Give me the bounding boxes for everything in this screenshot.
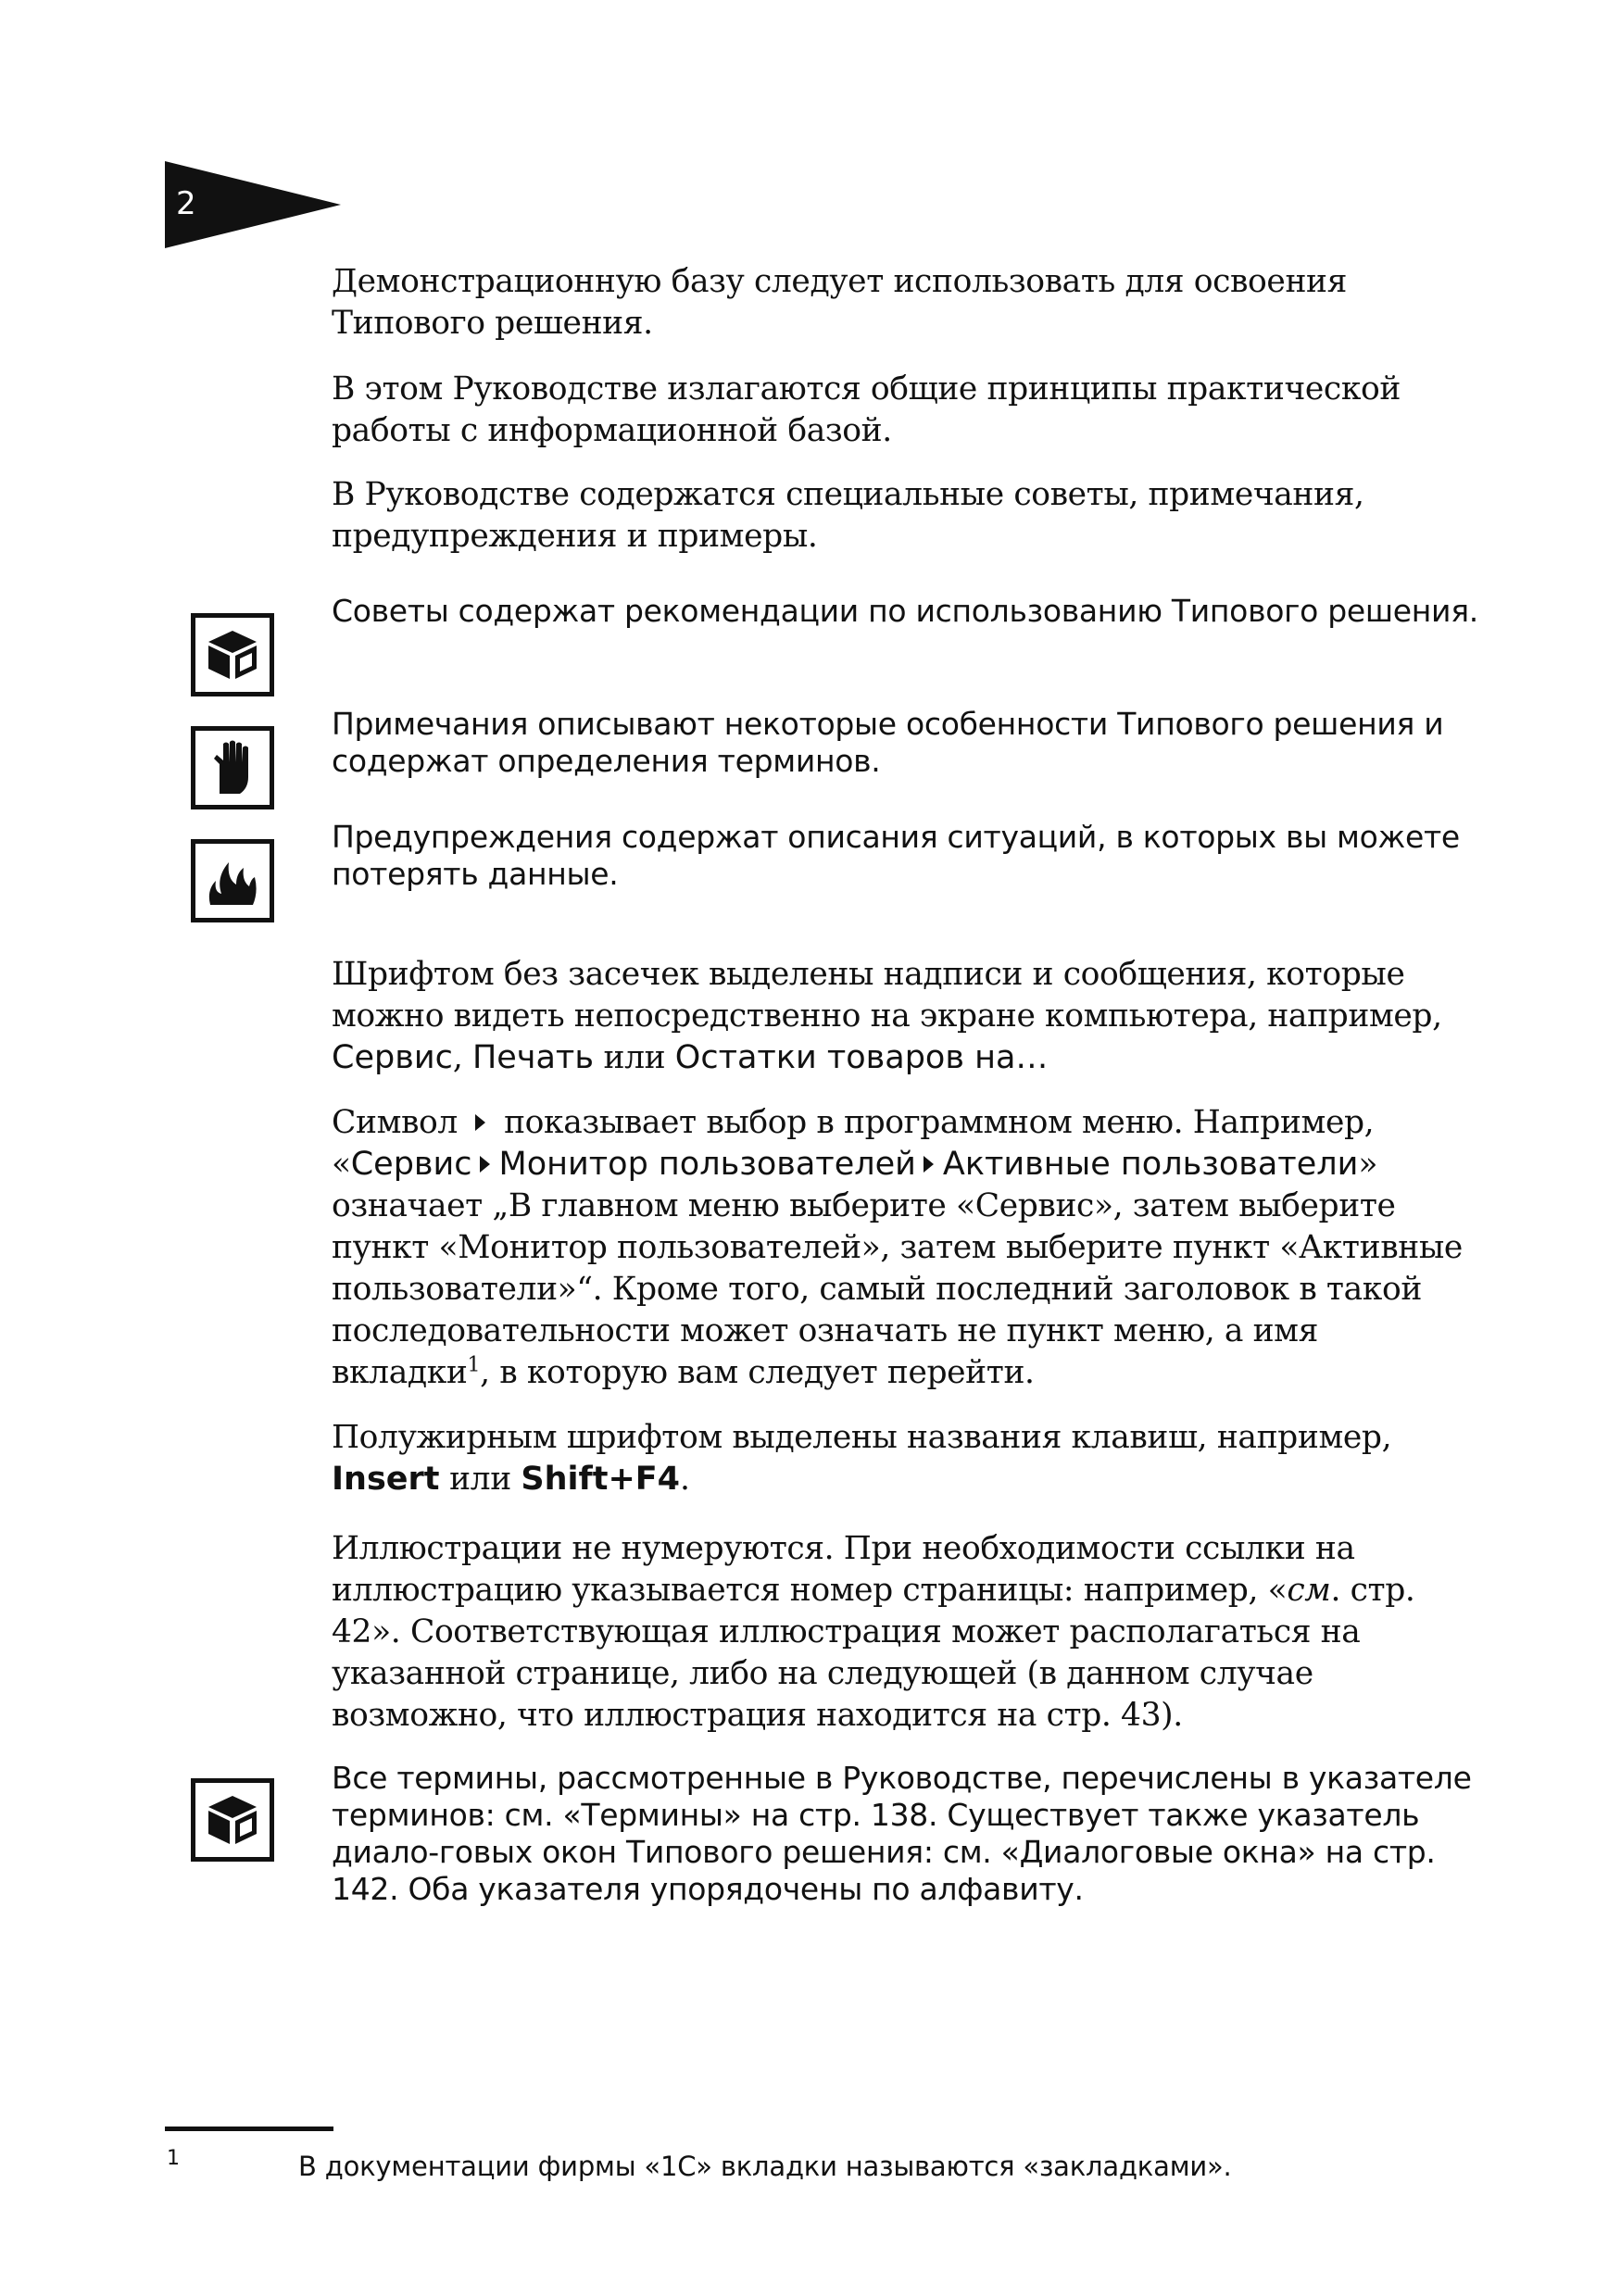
note-icon <box>191 726 274 809</box>
paragraph-guide-principles: В этом Руководстве излагаются общие принципы практической работы с информационной базой. <box>332 370 1401 449</box>
paragraph-notes: Примечания описывают некоторые особенности Типового решения и содержат определения терминов. <box>332 706 1444 779</box>
box-icon <box>201 623 264 686</box>
paragraph-guide-contents: В Руководстве содержатся специальные советы, примечания, предупреждения и примеры. <box>332 476 1364 555</box>
key-shift-f4: Shift+F4 <box>521 1461 681 1498</box>
terms-tip-icon <box>191 1778 274 1862</box>
tip-icon <box>191 613 274 696</box>
paragraph-warnings: Предупреждения содержат описания ситуаций, в которых вы можете потерять данные. <box>332 819 1460 892</box>
hand-icon <box>201 736 264 799</box>
key-insert: Insert <box>332 1461 440 1498</box>
footnote-rule <box>165 2127 333 2131</box>
ui-example-stock: Остатки товаров на… <box>674 1039 1049 1076</box>
menu-arrow-icon <box>924 1156 934 1173</box>
paragraph-bold-keys: Полужирным шрифтом выделены названия клавиш, например, Insert или Shift+F4. <box>332 1419 1392 1498</box>
fire-icon <box>201 849 264 912</box>
box-icon <box>201 1788 264 1851</box>
footnote-reference: 1 <box>467 1353 481 1377</box>
ui-example-print: Печать <box>471 1039 594 1076</box>
footnote-text: В документации фирмы «1С» вкладки называются «закладками». <box>298 2151 1232 2182</box>
paragraph-terms-index: Все термины, рассмотренные в Руководстве, перечислены в указателе терминов: см. «Термины» на стр. 138. Существует также указатель диало-говых окон Типового решения: см. «Диалоговые окна» на стр. 142. Оба указателя упорядочены по алфавиту. <box>332 1760 1472 1907</box>
paragraph-illustrations: Иллюстрации не нумеруются. При необходимости ссылки на иллюстрацию указывается номер страницы: например, «см. стр. 42». Соответствующая иллюстрация может располагаться на указанной странице, либо на следующей (в данном случае возможно, что иллюстрация находится на стр. 43). <box>332 1530 1415 1734</box>
menu-arrow-icon <box>480 1156 490 1173</box>
paragraph-menu-symbol: Символ показывает выбор в программном меню. Например, «Сервис Монитор пользователей Активные пользователи» означает „В главном меню выберите «Сервис», затем выберите пункт «Монитор пользователей», затем выберите пункт «Активные пользователи»“. Кроме того, самый последний заголовок в такой последовательности может означать не пункт меню, а имя вкладки$^1$, в которую вам следует перейти. <box>332 1104 1463 1391</box>
warning-icon <box>191 839 274 922</box>
paragraph-tips: Советы содержат рекомендации по использованию Типового решения. <box>332 593 1478 629</box>
ui-example-service: Сервис <box>332 1039 453 1076</box>
paragraph-sans-serif-convention: Шрифтом без засечек выделены надписи и сообщения, которые можно видеть непосредственно на экране компьютера, например, Сервис, Печать или Остатки товаров на… <box>332 956 1442 1076</box>
paragraph-demo-base: Демонстрационную базу следует использовать для освоения Типового решения. <box>332 263 1347 342</box>
footnote-number: 1 <box>167 2147 180 2170</box>
page-number: 2 <box>176 185 196 222</box>
menu-arrow-icon <box>475 1114 485 1131</box>
